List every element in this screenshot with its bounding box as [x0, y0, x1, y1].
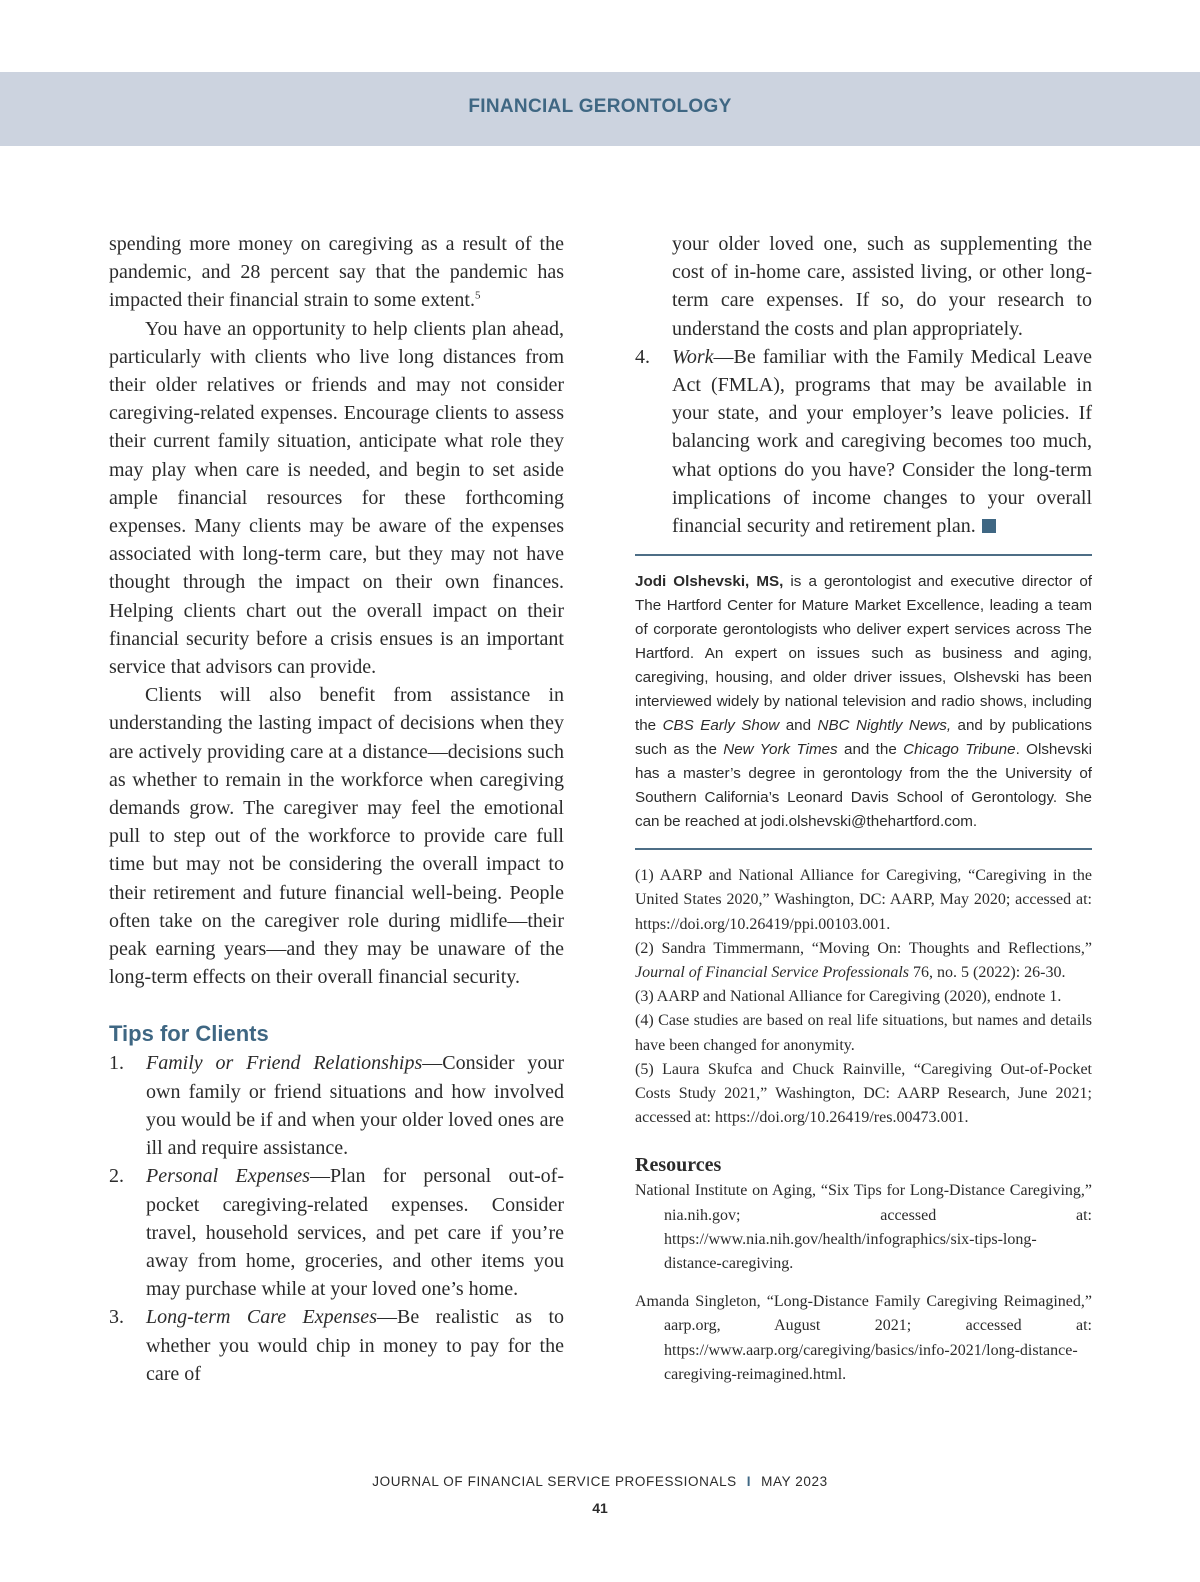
body-paragraph: [109, 230, 564, 315]
endnote-reference: 5: [475, 289, 481, 302]
bio-text: and the: [837, 741, 904, 759]
tip-number: 4.: [635, 345, 650, 368]
divider: [635, 554, 1092, 556]
list-item: [109, 1049, 564, 1162]
list-item: [109, 1162, 564, 1303]
issue-date: MAY 2023: [761, 1474, 828, 1489]
bio-text: and by publications such as the: [635, 717, 1093, 759]
body-paragraph: Clients will also benefit from assistance in understanding the lasting impact of decisions when they are actively providing care at a distance—decisions such as whether to remain in the workforce when caregiving demands grow. The caregiver may feel the emotional pull to step out of the workforce to provide care full time but may not be considering the overall impact to their retirement and future financial well-being. People often take on the caregiver role during midlife—their peak earning years—and they may be unaware of the long-term effects on their overall financial security.: [109, 684, 564, 989]
endnotes: [635, 864, 1092, 1130]
tip-text: —Consider your own family or friend situations and how involved you would be if and when your older loved ones are ill and require assistance.: [146, 1052, 564, 1160]
paragraph-text: spending more money on caregiving as a result of the pandemic, and 28 percent say that the pandemic has impacted their financial strain to some extent.: [109, 233, 564, 312]
journal-name: JOURNAL OF FINANCIAL SERVICE PROFESSIONALS: [372, 1474, 737, 1489]
author-bio: [635, 570, 1092, 834]
list-item: [635, 343, 1092, 540]
endnote-text: 76, no. 5 (2022): 26-30.: [909, 964, 1066, 982]
end-of-article-square-icon: [982, 519, 996, 533]
tip-title: Work: [672, 345, 714, 368]
footer: [0, 1474, 1200, 1489]
tip-continuation: your older loved one, such as supplementing the cost of in-home care, assisted living, or other long-term care expenses. If so, do your research to understand the costs and plan appropriately.: [672, 233, 1092, 340]
tip-number: 1.: [109, 1052, 124, 1075]
bio-show: NBC Nightly News,: [817, 717, 952, 735]
tip-text: —Plan for personal out-of-pocket caregiving-related expenses. Consider travel, household services, and pet care if you’re away from home, groceries, and other items you may purchase while at your loved one’s home.: [146, 1165, 564, 1301]
tips-heading: Tips for Clients: [109, 1021, 269, 1047]
bio-publication: Chicago Tribune: [903, 741, 1016, 759]
bio-show: CBS Early Show: [662, 717, 780, 735]
resources-heading: Resources: [635, 1154, 722, 1177]
section-title: FINANCIAL GERONTOLOGY: [468, 96, 732, 117]
right-column: [635, 230, 1092, 1401]
footer-separator: I: [746, 1474, 752, 1489]
resource-item: Amanda Singleton, “Long-Distance Family Caregiving Reimagined,” aarp.org, August 2021; accessed at: https://www.aarp.org/caregiving/basics/info-2021/long-distance-caregiving-reimagined.html.: [635, 1293, 1092, 1383]
endnote: (1) AARP and National Alliance for Caregiving, “Caregiving in the United States 2020,” Washington, DC: AARP, May 2020; accessed at: https://doi.org/10.26419/ppi.00103.001.: [635, 867, 1092, 933]
tip-title: Personal Expenses: [146, 1165, 310, 1188]
tip-title: Family or Friend Relationships: [146, 1052, 423, 1075]
bio-text: and: [779, 717, 818, 735]
endnote: (5) Laura Skufca and Chuck Rainville, “Caregiving Out-of-Pocket Costs Study 2021,” Washington, DC: AARP Research, June 2021; accessed at: https://doi.org/10.26419/res.00473.001.: [635, 1060, 1092, 1127]
endnote: (4) Case studies are based on real life situations, but names and details have been changed for anonymity.: [635, 1012, 1092, 1054]
tip-number: 2.: [109, 1165, 124, 1188]
endnote: [635, 937, 1092, 985]
divider: [635, 848, 1092, 850]
tip-text: —Be familiar with the Family Medical Leave Act (FMLA), programs that may be available in your state, and your employer’s leave policies. If balancing work and caregiving becomes too much, what options do you have? Consider the long-term implications of income changes to your overall financial security and retirement plan.: [672, 345, 1092, 538]
endnote-text: (2) Sandra Timmermann, “Moving On: Thoughts and Reflections,”: [635, 939, 1092, 957]
bio-text: is a gerontologist and executive director of The Hartford Center for Mature Market Excellence, leading a team of corporate gerontologists who deliver expert services across The Hartford. An expert on issues such as business and aging, caregiving, housing, and older driver issues, Olshevski has been interviewed widely by national television and radio shows, including the: [635, 573, 1092, 735]
body-paragraph: You have an opportunity to help clients plan ahead, particularly with clients who live long distances from their older relatives or friends and may not consider caregiving-related expenses. Encourage clients to assess their current family situation, anticipate what role they may play when care is needed, and begin to set aside ample financial resources for these forthcoming expenses. Many clients may be aware of the expenses associated with long-term care, but they may not have thought through the impact on their own finances. Helping clients chart out the overall impact on their financial security before a crisis ensues is an important service that advisors can provide.: [109, 317, 564, 679]
resource-item: National Institute on Aging, “Six Tips for Long-Distance Caregiving,” nia.nih.gov; accessed at: https://www.nia.nih.gov/health/infographics/six-tips-long-distance-caregiving.: [635, 1182, 1092, 1273]
left-column: [109, 230, 564, 1388]
tip-title: Long-term Care Expenses: [146, 1306, 377, 1329]
tip-number: 3.: [109, 1306, 124, 1329]
author-name: Jodi Olshevski, MS,: [635, 573, 784, 591]
list-item: [109, 1303, 564, 1388]
page-number: 41: [592, 1500, 608, 1516]
bio-text: . Olshevski has a master’s degree in gerontology from the the University of Southern California’s Leonard Davis School of Gerontology. She can be reached at jodi.olshevski@thehartford.com.: [635, 741, 1092, 831]
tips-list: [109, 1049, 564, 1387]
tip-text: —Be realistic as to whether you would chip in money to pay for the care of: [146, 1306, 565, 1385]
journal-title: Journal of Financial Service Professionals: [635, 964, 910, 982]
bio-publication: New York Times: [723, 741, 838, 759]
endnote: (3) AARP and National Alliance for Caregiving (2020), endnote 1.: [635, 988, 1062, 1006]
